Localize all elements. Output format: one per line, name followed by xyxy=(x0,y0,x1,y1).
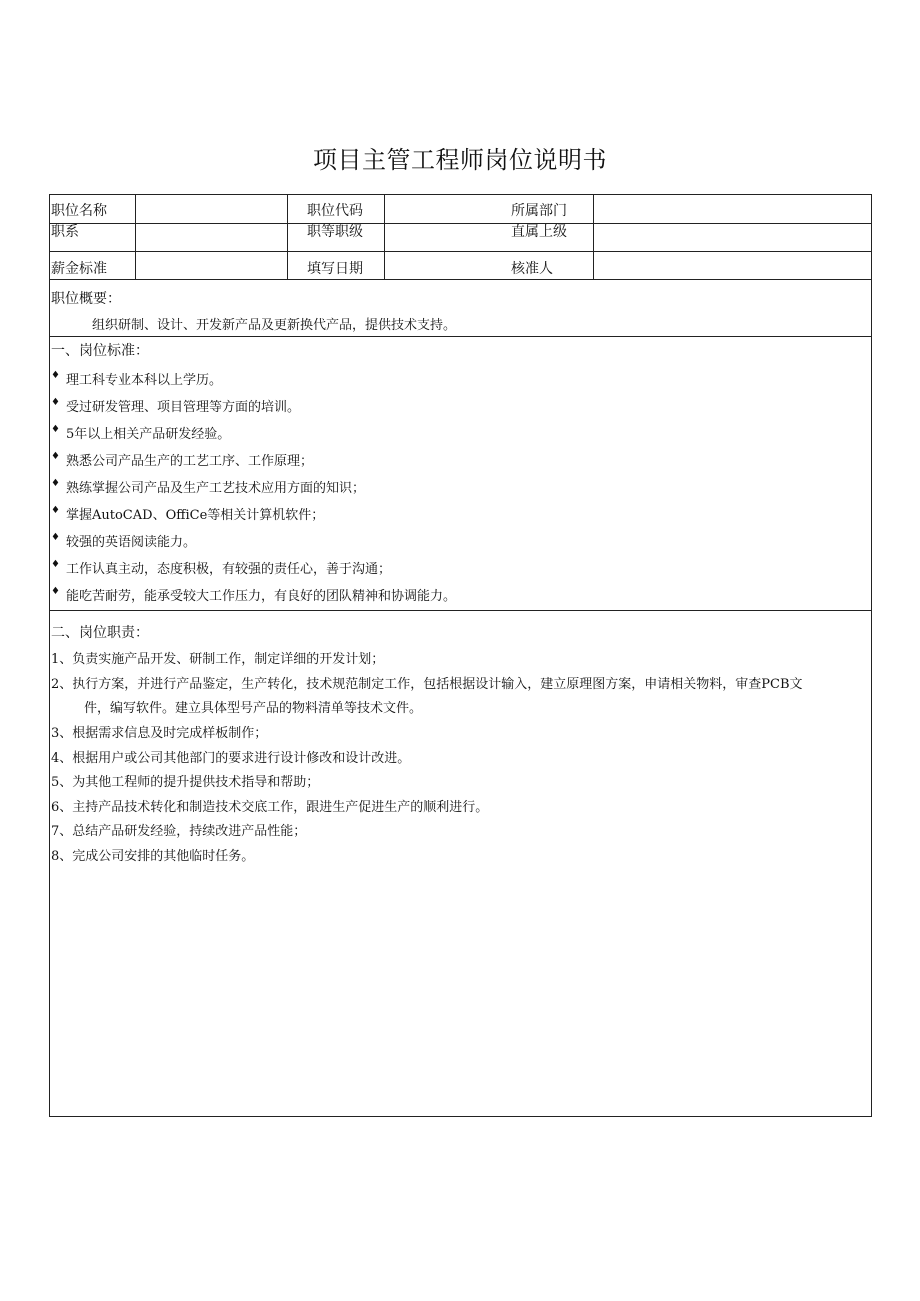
list-item: 4、根据用户或公司其他部门的要求进行设计修改和设计改进。 xyxy=(51,751,411,766)
summary-heading: 职位概要： xyxy=(51,291,121,307)
info-label-grade-level: 职等职级 xyxy=(287,223,384,251)
info-label-job-family: 职系 xyxy=(51,224,79,240)
diamond-bullet-icon: ♦ xyxy=(51,505,60,516)
info-value-fill-date[interactable] xyxy=(384,251,510,279)
info-label-position-code: 职位代码 xyxy=(287,195,384,223)
info-row-3 xyxy=(50,251,871,280)
diamond-bullet-icon: ♦ xyxy=(51,397,60,408)
list-item: 8、完成公司安排的其他临时任务。 xyxy=(51,849,255,864)
diamond-bullet-icon: ♦ xyxy=(51,370,60,381)
diamond-bullet-icon: ♦ xyxy=(51,586,60,597)
summary-section xyxy=(50,279,871,337)
diamond-bullet-icon: ♦ xyxy=(51,451,60,462)
info-value-job-family[interactable] xyxy=(135,223,287,251)
duties-section xyxy=(50,611,871,1116)
list-item: 7、总结产品研发经验，持续改进产品性能； xyxy=(51,824,307,839)
summary-text: 组织研制、设计、开发新产品及更新换代产品，提供技术支持。 xyxy=(92,318,457,333)
info-label-approver: 核准人 xyxy=(511,261,553,277)
info-row-1 xyxy=(50,195,871,224)
info-value-direct-supervisor[interactable] xyxy=(593,223,871,251)
info-label-direct-supervisor: 直属上级 xyxy=(511,224,567,240)
info-value-approver[interactable] xyxy=(593,251,871,279)
job-description-form xyxy=(49,194,872,1117)
info-value-grade-level[interactable] xyxy=(384,223,510,251)
standards-section: 一、岗位标准： ♦ 理工科专业本科以上学历。 ♦ 受过研发管理、项目管理等方面的培训。 ♦ 5年以上相关产品研发经验。 ♦ 熟悉公司产品生产的工艺工序、工作原理； ♦ 熟练掌握公司产品及生产工艺技术应用方面的知识； ♦ 掌握AutoCAD、OffiCe等相关计算机软件； ♦ 较强的英语阅读能力。 ♦ 工作认真主动，态度积极，有较强的责任心，善于沟通； ♦ 能吃苦耐劳，能承受较大工作压力，有良好的团队精神和协调能力。 xyxy=(50,337,871,611)
info-value-position-code[interactable] xyxy=(384,195,510,223)
diamond-bullet-icon: ♦ xyxy=(51,532,60,543)
info-label-position-name: 职位名称 xyxy=(51,203,107,219)
list-item-continuation: 件，编写软件。建立具体型号产品的物料清单等技术文件。 xyxy=(84,701,423,716)
info-value-department[interactable] xyxy=(593,195,871,223)
list-item: 5、为其他工程师的提升提供技术指导和帮助； xyxy=(51,775,320,790)
info-label-fill-date: 填写日期 xyxy=(287,251,384,279)
standards-heading: 一、岗位标准： xyxy=(51,343,149,359)
info-value-salary-standard[interactable] xyxy=(135,251,287,279)
diamond-bullet-icon: ♦ xyxy=(51,424,60,435)
info-label-department: 所属部门 xyxy=(511,203,567,219)
list-item: 3、根据需求信息及时完成样板制作； xyxy=(51,726,268,741)
list-item: 6、主持产品技术转化和制造技术交底工作，跟进生产促进生产的顺利进行。 xyxy=(51,800,489,815)
diamond-bullet-icon: ♦ xyxy=(51,559,60,570)
diamond-bullet-icon: ♦ xyxy=(51,478,60,489)
duties-heading: 二、岗位职责： xyxy=(51,625,149,641)
info-label-salary-standard: 薪金标准 xyxy=(51,261,107,277)
info-row-2 xyxy=(50,223,871,252)
document-title: 项目主管工程师岗位说明书 xyxy=(313,146,607,174)
list-item: 2、执行方案，并进行产品鉴定，生产转化，技术规范制定工作，包括根据设计输入，建立原理图方案，申请相关物料，审查PCB文 xyxy=(51,677,803,692)
info-value-position-name[interactable] xyxy=(135,195,287,223)
list-item: 1、负责实施产品开发、研制工作，制定详细的开发计划； xyxy=(51,652,385,667)
